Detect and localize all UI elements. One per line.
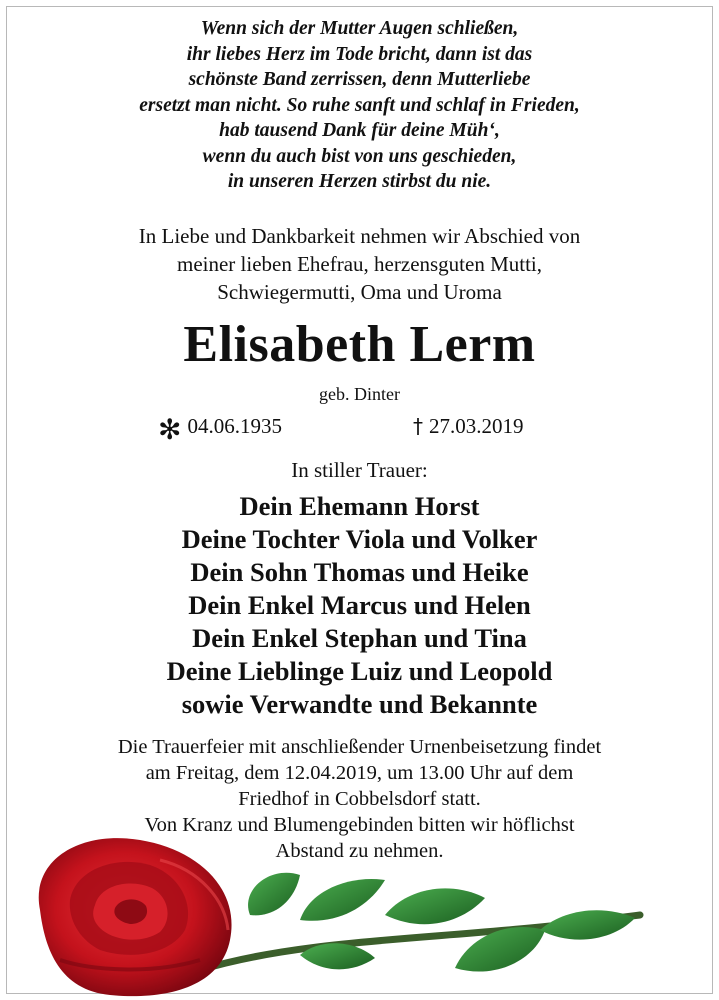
poem-line: wenn du auch bist von uns geschieden, [202,145,517,167]
mourner-line: Deine Tochter Viola und Volker [181,524,538,554]
service-line: Friedhof in Cobbelsdorf statt. [238,788,481,810]
death-date-group [413,414,524,439]
intro-line: Schwiegermutti, Oma und Uroma [217,280,502,304]
service-line: am Freitag, dem 12.04.2019, um 13.00 Uhr auf dem [145,762,574,784]
mourner-line: Dein Enkel Stephan und Tina [192,623,527,653]
service-line: Die Trauerfeier mit anschließender Urnenbeisetzung findet [117,736,602,758]
red-rose-icon [0,820,719,1000]
mourners-list [0,490,719,721]
birth-date: 04.06.1935 [187,414,282,438]
death-date: 27.03.2019 [429,414,524,438]
mourning-label: In stiller Trauer: [291,458,428,482]
poem-line: in unseren Herzen stirbst du nie. [227,171,492,192]
poem-line: schönste Band zerrissen, denn Mutterliebe [188,69,531,90]
poem-line: ihr liebes Herz im Tode bricht, dann ist das [186,43,533,65]
service-line: Von Kranz und Blumengebinden bitten wir höflichst [144,814,575,836]
mourner-line: Dein Enkel Marcus und Helen [188,590,531,620]
intro-line: meiner lieben Ehefrau, herzensguten Mutti, [176,252,543,276]
mourner-line: Dein Ehemann Horst [239,491,480,521]
cross-icon: † [413,414,423,438]
mourner-line: sowie Verwandte und Bekannte [181,689,538,719]
deceased-name: Elisabeth Lerm [183,316,536,373]
life-dates [0,414,719,444]
poem-line: Wenn sich der Mutter Augen schließen, [200,18,519,39]
mourner-line: Dein Sohn Thomas und Heike [190,557,529,587]
birth-date-group [158,413,282,446]
poem [0,16,719,195]
intro-line: In Liebe und Dankbarkeit nehmen wir Abschied von [138,224,581,248]
asterisk-icon: ✻ [158,413,182,446]
mourner-line: Deine Lieblinge Luiz und Leopold [166,656,553,686]
service-line: Abstand zu nehmen. [275,840,444,862]
poem-line: hab tausend Dank für deine Müh‘, [219,120,500,141]
farewell-intro [0,222,719,306]
poem-line: ersetzt man nicht. So ruhe sanft und schlaf in Frieden, [139,94,580,116]
maiden-name: geb. Dinter [319,384,400,404]
